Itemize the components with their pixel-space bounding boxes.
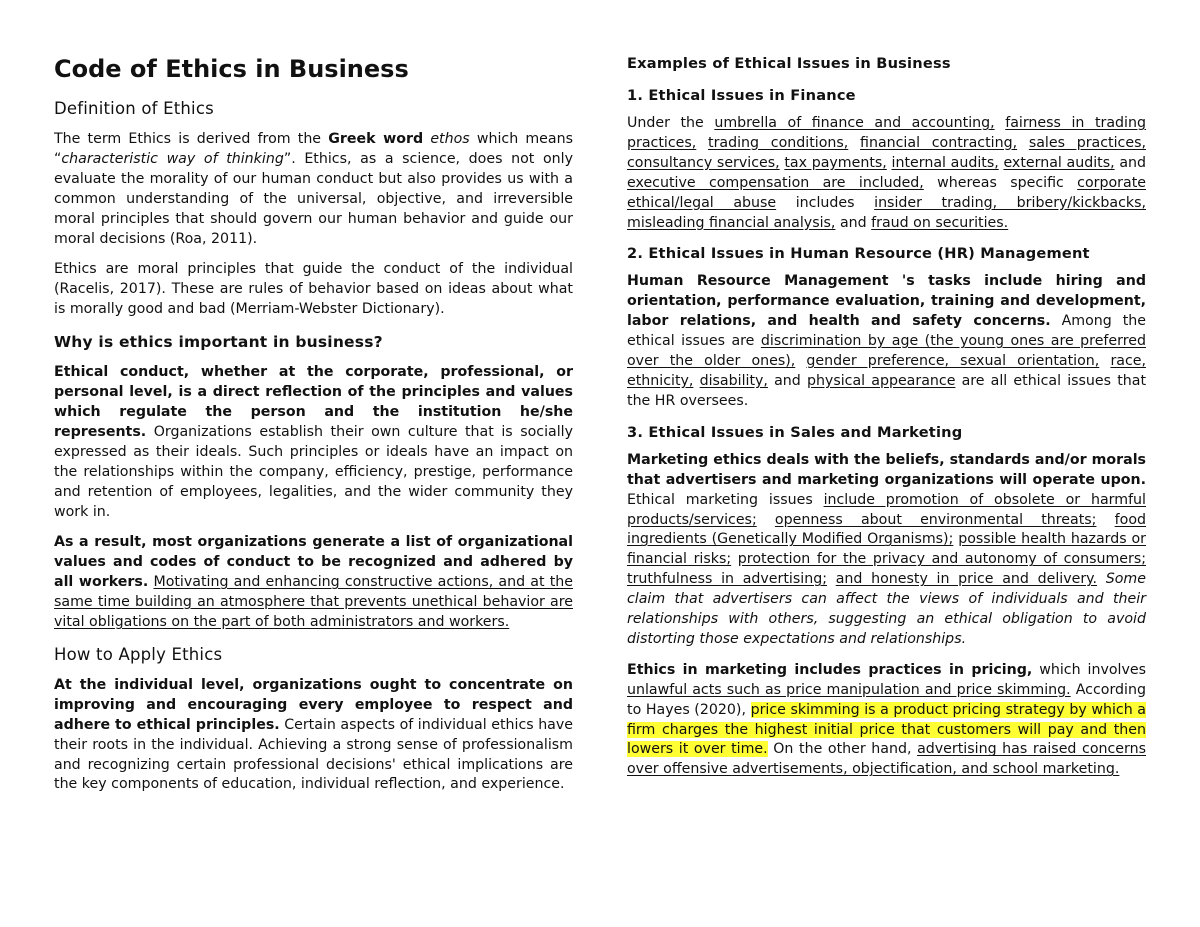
text-run-bold: Greek word: [328, 131, 424, 147]
text-run: [1017, 135, 1029, 151]
text-run: [731, 551, 738, 567]
text-run: [848, 135, 860, 151]
text-run: [757, 512, 775, 528]
text-run-bold: Ethical conduct, whether at the corporate, professional, or personal level, is a direct reflection of the principles and values which regulate the person and the institution he/she represents.: [54, 364, 573, 440]
text-run-underlined: consultancy services,: [627, 154, 780, 171]
text-run: which involves: [1032, 661, 1146, 678]
text-run-italic: characteristic way of thinking: [61, 150, 284, 167]
document-title: Code of Ethics in Business: [54, 55, 409, 83]
text-run: whereas specific: [923, 174, 1078, 191]
text-run-underlined: include promotion of obsolete or harmful products/services;: [627, 491, 1146, 528]
hr-heading: 2. Ethical Issues in Human Resource (HR) Management: [627, 245, 1090, 263]
text-run-bold: Ethics in marketing includes practices in pricing,: [627, 661, 1033, 678]
sales-marketing-paragraph: [627, 451, 1146, 650]
ethics-principles-paragraph: Ethics are moral principles that guide the conduct of the individual (Racelis, 2017). These are rules of behavior based on ideas about what is morally good and bad (Merriam-Webster Dictionary).: [54, 261, 573, 318]
text-run: Certain aspects of individual ethics have their roots in the individual. Achieving a strong sense of professionalism and recognizing certain professional decisions' ethical implications are the key components of education, individual reflection, and experience.: [54, 716, 574, 793]
text-run-underlined: insider trading, bribery/kickbacks,: [874, 194, 1146, 211]
text-run-underlined: executive compensation are included,: [627, 174, 924, 191]
text-run: and: [835, 214, 872, 231]
text-run: [696, 135, 708, 151]
text-run: includes: [776, 194, 875, 211]
text-run-underlined: protection for the privacy and autonomy of consumers;: [737, 551, 1147, 568]
text-run: ”. Ethics, as a science, does not only evaluate the morality of our human conduct but also provides us with a common understanding of the universal, objective, and irreversible moral principles that should govern our human behavior and guide our moral decisions (Roa, 2011).: [54, 150, 573, 247]
sales-marketing-heading: 3. Ethical Issues in Sales and Marketing: [627, 423, 963, 441]
text-run-underlined: food ingredients (Genetically Modified Organisms);: [627, 511, 1147, 548]
text-run: are all ethical issues that the HR oversees.: [627, 372, 1147, 409]
text-run-underlined: and honesty in price and delivery.: [835, 571, 1098, 588]
text-run: Among the ethical issues are: [627, 313, 1146, 350]
text-run-bold: Marketing ethics deals with the beliefs, standards and/or morals that advertisers and marketing organizations will operate upon.: [627, 451, 1146, 488]
text-run-underlined: possible health hazards or financial risks;: [627, 531, 1146, 568]
text-run-bold: At the individual level, organizations ought to concentrate on improving and encouraging every employee to respect and adhere to ethical principles.: [54, 676, 573, 733]
pricing-paragraph: [627, 661, 1146, 780]
text-run-underlined: gender preference, sexual orientation,: [806, 353, 1100, 370]
text-run: Under the: [627, 115, 715, 131]
text-run-underlined: ethnicity,: [627, 372, 694, 389]
text-run-underlined: fraud on securities.: [871, 214, 1009, 231]
finance-heading: 1. Ethical Issues in Finance: [627, 87, 856, 104]
text-run-underlined: discrimination by age (the young ones are preferred over the older ones),: [627, 333, 1146, 370]
text-run-underlined: race,: [1110, 353, 1147, 370]
text-run: Ethical marketing issues: [627, 491, 824, 508]
text-run-underlined: corporate ethical/legal abuse: [627, 174, 1146, 211]
text-run: [795, 353, 806, 369]
codes-of-conduct-paragraph: [54, 533, 573, 633]
text-run: The term Ethics is derived from the: [54, 131, 329, 147]
definition-heading: Definition of Ethics: [54, 99, 214, 118]
text-run-bold: Human Resource Management 's tasks include hiring and orientation, performance evaluation, training and development, labor relations, and health and safety concerns.: [627, 273, 1146, 330]
examples-heading: Examples of Ethical Issues in Business: [627, 55, 951, 72]
hr-paragraph: [627, 272, 1146, 411]
text-run-underlined: external audits,: [1003, 154, 1115, 171]
text-run-underlined: misleading financial analysis,: [627, 214, 836, 231]
text-run: Organizations establish their own culture that is socially expressed as their ideals. Such principles or ideals have an impact on the relationships within the company, efficiency, prestige, performance and retention of employees, legalities, and the wider community they work in.: [54, 423, 573, 520]
ethical-conduct-paragraph: [54, 363, 573, 522]
text-run-underlined: fairness in trading practices,: [627, 115, 1147, 151]
text-run: According to Hayes (2020),: [627, 681, 1146, 718]
individual-level-paragraph: [54, 676, 573, 795]
right-column: [627, 54, 1146, 791]
text-run-underlined: Motivating and enhancing constructive actions, and at the same time building an atmosphere that prevents unethical behavior are vital obligations on the part of both administrators and workers.: [54, 574, 573, 631]
text-run: [1099, 353, 1110, 369]
text-run: and: [1114, 154, 1147, 171]
text-run-underlined: openness about environmental threats;: [774, 511, 1097, 528]
text-run: [827, 571, 836, 587]
text-run-bold: As a result, most organizations generate a list of organizational values and codes of conduct to be recognized and adhered by all workers.: [54, 534, 573, 591]
text-run: On the other hand,: [767, 741, 918, 758]
text-run: [1096, 512, 1114, 528]
why-heading: Why is ethics important in business?: [54, 333, 383, 352]
text-run: and: [767, 372, 807, 389]
finance-paragraph: [627, 114, 1146, 233]
text-run-underlined: internal audits,: [891, 154, 999, 171]
highlighted-text: price skimming is a product pricing strategy by which a firm charges the highest initial price that customers will pay and then lowers it over time.: [627, 701, 1146, 758]
text-run-underlined: advertising has raised concerns over offensive advertisements, objectification, and school marketing.: [627, 741, 1146, 778]
text-run-underlined: financial contracting,: [860, 134, 1018, 151]
apply-heading: How to Apply Ethics: [54, 644, 223, 664]
left-column: [54, 54, 573, 806]
text-run-underlined: umbrella of finance and accounting,: [714, 115, 995, 131]
text-run-underlined: truthfulness in advertising;: [627, 571, 827, 588]
text-run-underlined: trading conditions,: [708, 134, 849, 151]
text-run-underlined: physical appearance: [806, 372, 956, 389]
text-run-underlined: unlawful acts such as price manipulation and price skimming.: [627, 681, 1071, 698]
text-run: which means “: [54, 131, 573, 167]
text-run-italic: ethos: [430, 131, 470, 147]
text-run-underlined: tax payments,: [784, 154, 887, 171]
definition-paragraph: [54, 130, 573, 249]
text-run-underlined: sales practices,: [1028, 134, 1146, 151]
text-run-underlined: disability,: [699, 372, 768, 389]
text-run-italic: Some claim that advertisers can affect the views of individuals and their relationships with others, suggesting an ethical obligation to avoid distorting those expectations and relationships.: [627, 571, 1146, 647]
text-run: [995, 115, 1006, 131]
